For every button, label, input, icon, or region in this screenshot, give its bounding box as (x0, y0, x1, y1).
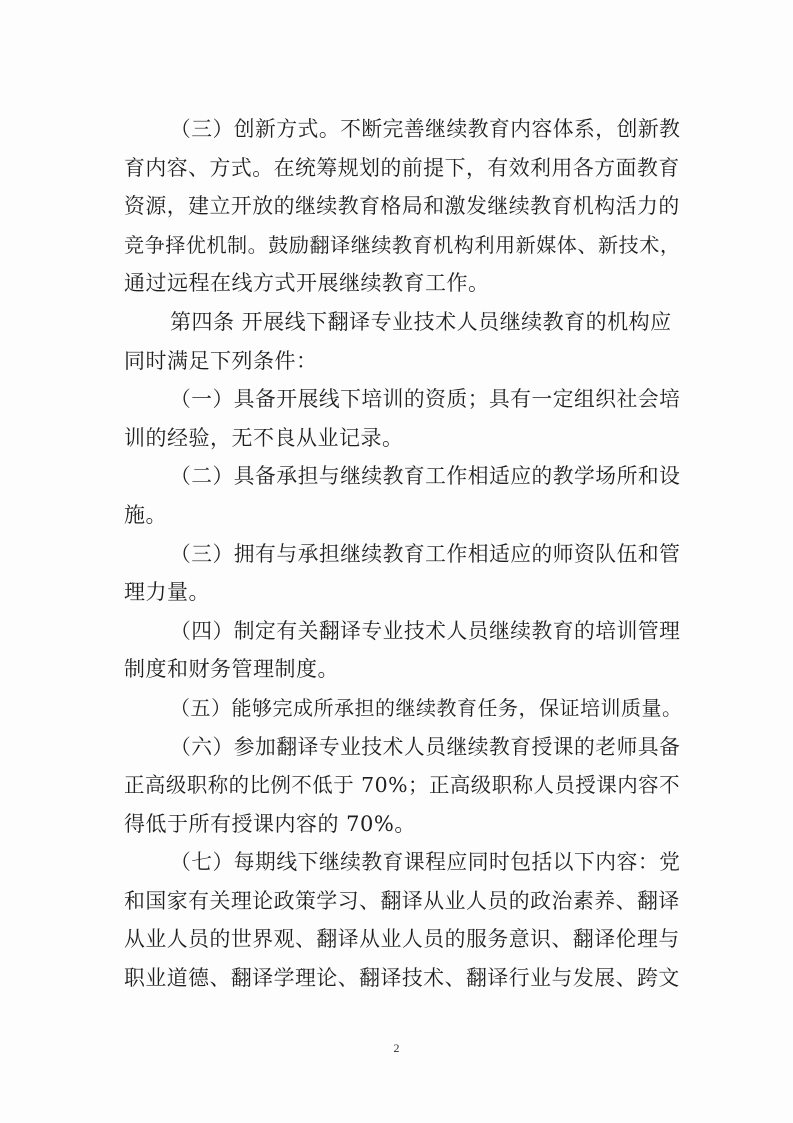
paragraph-line: 育内容、方式。在统筹规划的前提下，有效利用各方面教育 (124, 155, 680, 180)
paragraph-line: 理力量。 (124, 580, 210, 605)
list-item-line: （二）具备承担与继续教育工作相适应的教学场所和设 (170, 464, 681, 489)
list-item-line: （三）拥有与承担继续教育工作相适应的师资队伍和管 (170, 541, 681, 566)
paragraph-line: （三）创新方式。不断完善继续教育内容体系，创新教 (170, 117, 681, 141)
paragraph-line: 竞争择优机制。鼓励翻译继续教育机构利用新媒体、新技术， (124, 232, 681, 257)
paragraph-line: 训的经验，无不良从业记录。 (124, 425, 404, 450)
list-item-line: （一）具备开展线下培训的资质；具有一定组织社会培 (170, 387, 681, 412)
paragraph-line: 施。 (124, 502, 167, 527)
list-item-line: （六）参加翻译专业技术人员继续教育授课的老师具备 (170, 734, 681, 759)
article-heading-line: 第四条 开展线下翻译专业技术人员继续教育的机构应 (170, 309, 672, 334)
list-item-line: （五）能够完成所承担的继续教育任务，保证培训质量。 (170, 695, 683, 720)
paragraph-line: 正高级职称的比例不低于 70%；正高级职称人员授课内容不 (124, 773, 681, 798)
list-item-line: （四）制定有关翻译专业技术人员继续教育的培训管理 (170, 618, 681, 643)
paragraph-line: 同时满足下列条件： (124, 348, 318, 373)
paragraph-line: 通过远程在线方式开展继续教育工作。 (124, 271, 490, 296)
paragraph-line: 职业道德、翻译学理论、翻译技术、翻译行业与发展、跨文 (124, 966, 680, 991)
page-number: 2 (393, 1041, 400, 1055)
document-body (124, 110, 683, 998)
paragraph-line: 和国家有关理论政策学习、翻译从业人员的政治素养、翻译 (124, 888, 680, 913)
paragraph-line: 得低于所有授课内容的 70%。 (124, 811, 416, 836)
list-item-line: （七）每期线下继续教育课程应同时包括以下内容：党 (170, 850, 681, 875)
paragraph-line: 制度和财务管理制度。 (124, 657, 339, 682)
paragraph-line: 从业人员的世界观、翻译从业人员的服务意识、翻译伦理与 (124, 927, 680, 952)
paragraph-line: 资源，建立开放的继续教育格局和激发继续教育机构活力的 (124, 194, 680, 219)
